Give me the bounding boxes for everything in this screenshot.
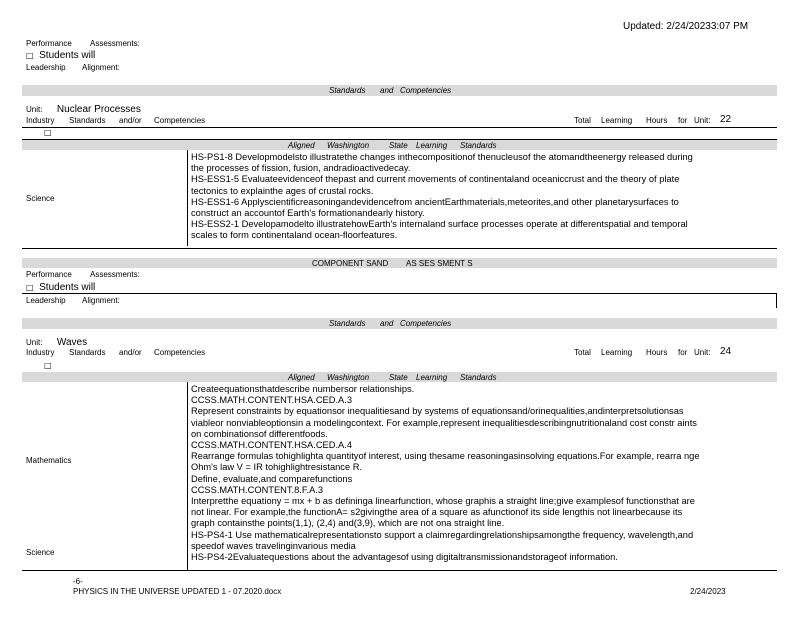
unit-name: Waves bbox=[56, 337, 88, 348]
standards-label: Standards bbox=[329, 86, 366, 95]
and-label: and bbox=[380, 86, 394, 95]
assessments-label: Assessments: bbox=[90, 39, 140, 48]
unit-label: Unit: bbox=[26, 338, 43, 347]
state-label: State bbox=[389, 373, 408, 382]
column-divider bbox=[187, 150, 188, 246]
alignment-label: Alignment: bbox=[82, 296, 120, 305]
leadership-label: Leadership bbox=[26, 63, 66, 72]
competencies-col-label: Competencies bbox=[154, 116, 206, 125]
checkbox-icon: □ bbox=[44, 128, 52, 137]
standard-line: HS-PS4-1 Use mathematicalrepresentationsto support a claimregardingrelationshipsamongthe frequency, wavelength,and bbox=[191, 529, 694, 540]
standard-line: Define, evaluate,and comparefunctions bbox=[191, 473, 353, 484]
students-will-text: Students will bbox=[39, 282, 96, 293]
students-will-text: Students will bbox=[39, 50, 96, 61]
competencies-label: Competencies bbox=[400, 86, 452, 95]
assessments-label: Assessments: bbox=[90, 270, 140, 279]
checkbox-icon: □ bbox=[26, 51, 34, 60]
standard-line: HS-ESS1-5 Evaluateevidenceof thepast and current movements of continentaland oceaniccrust and the theory of plate bbox=[191, 174, 680, 185]
leadership-label: Leadership bbox=[26, 296, 66, 305]
page-number: -6- bbox=[73, 577, 83, 586]
alignment-label: Alignment: bbox=[82, 63, 120, 72]
for-label: for bbox=[678, 348, 688, 357]
competencies-col-label: Competencies bbox=[154, 348, 206, 357]
aligned-label: Aligned bbox=[288, 373, 315, 382]
standard-line: Represent constraints by equationsor inequalitiesand by systems of equationsand/orinequalities,andinterpretsolutionsas bbox=[191, 406, 684, 417]
for-label: for bbox=[678, 116, 688, 125]
divider bbox=[22, 293, 777, 294]
total-label: Total bbox=[574, 116, 591, 125]
standard-line: HS-ESS2-1 Developamodelto illustratehowEarth's internaland surface processes operate at differentspatial and temporal bbox=[191, 219, 688, 230]
and-or-label: and/or bbox=[119, 116, 142, 125]
checkbox-icon: □ bbox=[44, 361, 52, 370]
and-or-label: and/or bbox=[119, 348, 142, 357]
checkbox-icon: □ bbox=[26, 283, 34, 292]
standard-line: HS-PS1-8 Developmodelsto illustratethe changes inthecompositionof thenucleusof the atomandtheenergy released during bbox=[191, 152, 693, 162]
washington-label: Washington bbox=[327, 373, 370, 382]
column-divider bbox=[776, 293, 777, 308]
washington-label: Washington bbox=[327, 141, 370, 150]
students-will-row bbox=[26, 50, 95, 61]
learning-std-label: Learning bbox=[416, 373, 448, 382]
standards-std-label: Standards bbox=[460, 141, 497, 150]
total-label: Total bbox=[574, 348, 591, 357]
learning-label: Learning bbox=[601, 348, 633, 357]
document-filename: PHYSICS IN THE UNIVERSE UPDATED 1 - 07.2020.docx bbox=[73, 587, 282, 596]
performance-label: Performance bbox=[26, 270, 72, 279]
standard-line: Interpretthe equationy = mx + b as defininga linearfunction, whose graphis a straight line;give examplesof functionsthat are bbox=[191, 496, 695, 507]
unit-label: Unit: bbox=[26, 105, 43, 114]
industry-label: Industry bbox=[26, 348, 55, 357]
industry-label: Industry bbox=[26, 116, 55, 125]
and-label: and bbox=[380, 319, 394, 328]
divider bbox=[22, 248, 777, 249]
standard-line: Createequationsthatdescribe numbersor relationships. bbox=[191, 384, 415, 394]
standard-line: not linear. For example,the functionA= s2givingthe area of a square as afunctionof its side lengthis not linearbecause its bbox=[191, 507, 683, 518]
subject-mathematics: Mathematics bbox=[26, 456, 72, 465]
standards-col-label: Standards bbox=[69, 116, 106, 125]
hours-value: 22 bbox=[720, 114, 732, 125]
learning-std-label: Learning bbox=[416, 141, 448, 150]
standard-line: construct an accountof Earth's formationandearly history. bbox=[191, 208, 425, 219]
hours-value: 24 bbox=[720, 346, 732, 357]
footer-date: 2/24/2023 bbox=[690, 587, 726, 596]
column-divider bbox=[187, 382, 188, 570]
standard-line: Rearrange formulas tohighlighta quantityof interest, using thesame reasoningasinsolving equations.For example, rearra nge bbox=[191, 451, 700, 462]
standards-text-block bbox=[191, 384, 779, 563]
standard-line: CCSS.MATH.CONTENT.HSA.CED.A.3 bbox=[191, 395, 352, 406]
divider bbox=[22, 127, 777, 128]
hours-label: Hours bbox=[646, 116, 668, 125]
standard-line: CCSS.MATH.CONTENT.8.F.A.3 bbox=[191, 484, 324, 495]
standard-line: HS-ESS1-6 Applyscientificreasoningandevidencefrom ancientEarthmaterials,meteorites,and other planetarysurfaces to bbox=[191, 196, 679, 207]
updated-timestamp: Updated: 2/24/20233:07 PM bbox=[623, 21, 749, 32]
components-bar bbox=[22, 258, 777, 268]
standard-line: speedof waves travelinginvarious media bbox=[191, 540, 356, 551]
standards-label: Standards bbox=[329, 319, 366, 328]
subject-science: Science bbox=[26, 548, 55, 557]
subject-science: Science bbox=[26, 194, 55, 203]
learning-label: Learning bbox=[601, 116, 633, 125]
standard-line: graph containsthe points(1,1), (2,4) and(3,9), which are not ona straight line. bbox=[191, 518, 505, 529]
unit-name: Nuclear Processes bbox=[56, 104, 141, 115]
assessments-heading: AS SES SMENT S bbox=[406, 259, 473, 268]
standard-line: tectonics to explainthe ages of crustal rocks. bbox=[191, 185, 374, 196]
standards-std-label: Standards bbox=[460, 373, 497, 382]
divider bbox=[22, 570, 777, 571]
students-will-row bbox=[26, 282, 95, 293]
standard-line: the processes of fission, fusion, andradioactivedecay. bbox=[191, 163, 411, 174]
standard-line: Ohm's law V = IR tohighlightresistance R. bbox=[191, 462, 362, 473]
standard-line: HS-PS4-2Evaluatequestions about the advantagesof using digitaltransmissionandstorageof information. bbox=[191, 552, 618, 563]
standard-line: viableor nonviableoptionsin a modelingcontext. For example,represent inequalitiesdescribingnutritionaland cost constr aints bbox=[191, 417, 697, 428]
state-label: State bbox=[389, 141, 408, 150]
unit-row bbox=[26, 99, 141, 117]
performance-label: Performance bbox=[26, 39, 72, 48]
standard-line: on combinationsof differentfoods. bbox=[191, 428, 328, 439]
standards-col-label: Standards bbox=[69, 348, 106, 357]
hours-label: Hours bbox=[646, 348, 668, 357]
standard-line: scales to form continentaland ocean-floorfeatures. bbox=[191, 230, 398, 241]
aligned-label: Aligned bbox=[288, 141, 315, 150]
unit-hours-label: Unit: bbox=[694, 116, 711, 125]
standard-line: CCSS.MATH.CONTENT.HSA.CED.A.4 bbox=[191, 440, 352, 451]
competencies-label: Competencies bbox=[400, 319, 452, 328]
standards-text-block bbox=[191, 152, 779, 242]
components-label: COMPONENT SAND bbox=[312, 259, 389, 268]
unit-hours-label: Unit: bbox=[694, 348, 711, 357]
